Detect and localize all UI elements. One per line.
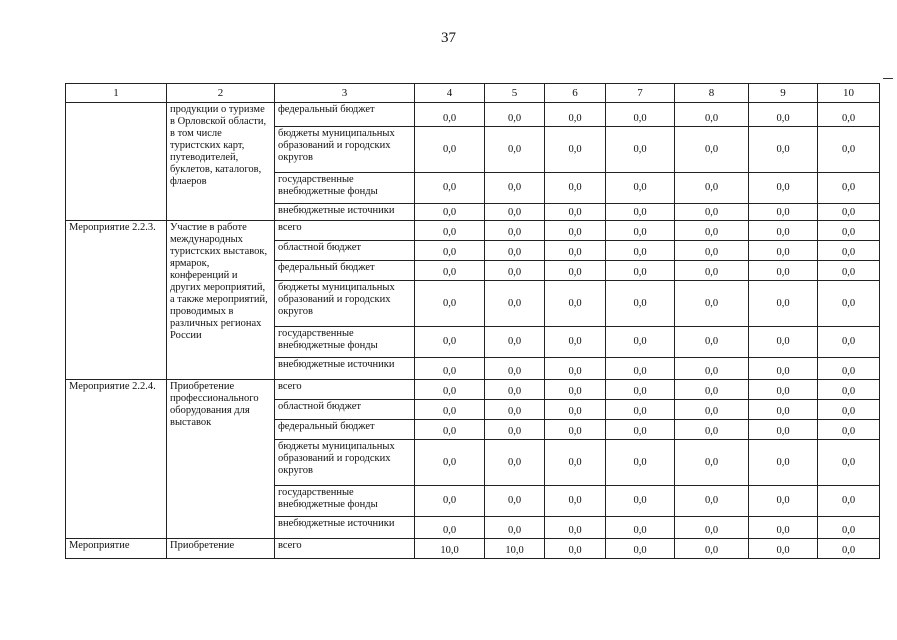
- amount-cell: 0,0: [545, 103, 606, 127]
- header-cell: 7: [606, 84, 675, 103]
- amount-cell: 0,0: [545, 420, 606, 440]
- amount-cell: 0,0: [545, 517, 606, 539]
- amount-cell: 0,0: [415, 327, 485, 358]
- funding-source: всего: [275, 539, 415, 559]
- amount-cell: 10,0: [415, 539, 485, 559]
- amount-cell: 0,0: [675, 486, 749, 517]
- amount-cell: 0,0: [675, 261, 749, 281]
- amount-cell: 0,0: [545, 380, 606, 400]
- header-cell: 4: [415, 84, 485, 103]
- funding-table: [65, 83, 880, 559]
- amount-cell: 0,0: [818, 517, 880, 539]
- amount-cell: 0,0: [675, 517, 749, 539]
- amount-cell: 0,0: [749, 241, 818, 261]
- amount-cell: 0,0: [545, 440, 606, 486]
- amount-cell: 0,0: [485, 221, 545, 241]
- amount-cell: 0,0: [545, 327, 606, 358]
- amount-cell: 10,0: [485, 539, 545, 559]
- amount-cell: 0,0: [675, 420, 749, 440]
- funding-source: внебюджетные источники: [275, 358, 415, 380]
- amount-cell: 0,0: [818, 221, 880, 241]
- amount-cell: 0,0: [675, 440, 749, 486]
- header-cell: 8: [675, 84, 749, 103]
- funding-source: внебюджетные источники: [275, 204, 415, 221]
- amount-cell: 0,0: [415, 380, 485, 400]
- amount-cell: 0,0: [818, 420, 880, 440]
- measure-description: Приобретение профессионального оборудования для выставок: [167, 380, 275, 539]
- amount-cell: 0,0: [818, 400, 880, 420]
- amount-cell: 0,0: [415, 486, 485, 517]
- measure-description: продукции о туризме в Орловской области, в том числе туристских карт, путеводителей, буклетов, каталогов, флаеров: [167, 103, 275, 221]
- amount-cell: 0,0: [606, 440, 675, 486]
- amount-cell: 0,0: [749, 103, 818, 127]
- amount-cell: 0,0: [606, 103, 675, 127]
- amount-cell: 0,0: [606, 281, 675, 327]
- amount-cell: 0,0: [749, 517, 818, 539]
- header-cell: 10: [818, 84, 880, 103]
- amount-cell: 0,0: [675, 173, 749, 204]
- amount-cell: 0,0: [485, 420, 545, 440]
- table-row: [66, 539, 880, 559]
- amount-cell: 0,0: [675, 204, 749, 221]
- measure-code: [66, 103, 167, 221]
- amount-cell: 0,0: [749, 327, 818, 358]
- funding-source: федеральный бюджет: [275, 420, 415, 440]
- amount-cell: 0,0: [485, 517, 545, 539]
- funding-source: всего: [275, 221, 415, 241]
- amount-cell: 0,0: [415, 281, 485, 327]
- amount-cell: 0,0: [818, 539, 880, 559]
- amount-cell: 0,0: [749, 204, 818, 221]
- amount-cell: 0,0: [415, 221, 485, 241]
- amount-cell: 0,0: [415, 103, 485, 127]
- amount-cell: 0,0: [749, 261, 818, 281]
- amount-cell: 0,0: [415, 127, 485, 173]
- amount-cell: 0,0: [818, 486, 880, 517]
- funding-source: федеральный бюджет: [275, 103, 415, 127]
- amount-cell: 0,0: [545, 486, 606, 517]
- amount-cell: 0,0: [485, 281, 545, 327]
- amount-cell: 0,0: [606, 358, 675, 380]
- amount-cell: 0,0: [818, 241, 880, 261]
- amount-cell: 0,0: [485, 204, 545, 221]
- amount-cell: 0,0: [415, 400, 485, 420]
- amount-cell: 0,0: [545, 241, 606, 261]
- amount-cell: 0,0: [675, 358, 749, 380]
- table-row: [66, 380, 880, 400]
- funding-source: всего: [275, 380, 415, 400]
- amount-cell: 0,0: [415, 517, 485, 539]
- amount-cell: 0,0: [545, 261, 606, 281]
- amount-cell: 0,0: [606, 486, 675, 517]
- header-cell: 6: [545, 84, 606, 103]
- measure-code: Мероприятие: [66, 539, 167, 559]
- amount-cell: 0,0: [545, 204, 606, 221]
- amount-cell: 0,0: [749, 173, 818, 204]
- measure-code: Мероприятие 2.2.3.: [66, 221, 167, 380]
- amount-cell: 0,0: [606, 204, 675, 221]
- table-row: [66, 103, 880, 127]
- amount-cell: 0,0: [545, 400, 606, 420]
- amount-cell: 0,0: [818, 327, 880, 358]
- amount-cell: 0,0: [749, 440, 818, 486]
- amount-cell: 0,0: [415, 261, 485, 281]
- amount-cell: 0,0: [675, 539, 749, 559]
- amount-cell: 0,0: [606, 517, 675, 539]
- amount-cell: 0,0: [749, 420, 818, 440]
- amount-cell: 0,0: [545, 221, 606, 241]
- header-cell: 5: [485, 84, 545, 103]
- amount-cell: 0,0: [606, 241, 675, 261]
- amount-cell: 0,0: [818, 204, 880, 221]
- amount-cell: 0,0: [749, 127, 818, 173]
- amount-cell: 0,0: [606, 400, 675, 420]
- amount-cell: 0,0: [606, 173, 675, 204]
- amount-cell: 0,0: [485, 327, 545, 358]
- amount-cell: 0,0: [818, 440, 880, 486]
- amount-cell: 0,0: [749, 486, 818, 517]
- amount-cell: 0,0: [545, 539, 606, 559]
- amount-cell: 0,0: [485, 440, 545, 486]
- amount-cell: 0,0: [606, 221, 675, 241]
- amount-cell: 0,0: [606, 539, 675, 559]
- amount-cell: 0,0: [749, 358, 818, 380]
- amount-cell: 0,0: [818, 173, 880, 204]
- amount-cell: 0,0: [749, 281, 818, 327]
- amount-cell: 0,0: [415, 173, 485, 204]
- measure-description: Приобретение: [167, 539, 275, 559]
- header-row: [66, 84, 880, 103]
- amount-cell: 0,0: [415, 440, 485, 486]
- header-cell: 1: [66, 84, 167, 103]
- page-number: 37: [441, 30, 456, 46]
- funding-source: бюджеты муниципальных образований и городских округов: [275, 281, 415, 327]
- amount-cell: 0,0: [749, 221, 818, 241]
- amount-cell: 0,0: [606, 261, 675, 281]
- amount-cell: 0,0: [675, 327, 749, 358]
- amount-cell: 0,0: [485, 173, 545, 204]
- amount-cell: 0,0: [545, 281, 606, 327]
- amount-cell: 0,0: [485, 103, 545, 127]
- funding-source: государственные внебюджетные фонды: [275, 173, 415, 204]
- amount-cell: 0,0: [675, 400, 749, 420]
- amount-cell: 0,0: [415, 358, 485, 380]
- amount-cell: 0,0: [485, 241, 545, 261]
- amount-cell: 0,0: [606, 420, 675, 440]
- amount-cell: 0,0: [749, 400, 818, 420]
- amount-cell: 0,0: [545, 358, 606, 380]
- amount-cell: 0,0: [415, 204, 485, 221]
- funding-source: областной бюджет: [275, 241, 415, 261]
- funding-source: внебюджетные источники: [275, 517, 415, 539]
- amount-cell: 0,0: [606, 327, 675, 358]
- measure-code: Мероприятие 2.2.4.: [66, 380, 167, 539]
- measure-description: Участие в работе международных туристских выставок, ярмарок, конференций и других мероприятий, а также мероприятий, проводимых в различных регионах России: [167, 221, 275, 380]
- amount-cell: 0,0: [749, 380, 818, 400]
- amount-cell: 0,0: [818, 358, 880, 380]
- amount-cell: 0,0: [818, 380, 880, 400]
- amount-cell: 0,0: [485, 261, 545, 281]
- amount-cell: 0,0: [675, 221, 749, 241]
- amount-cell: 0,0: [415, 241, 485, 261]
- amount-cell: 0,0: [675, 380, 749, 400]
- amount-cell: 0,0: [818, 127, 880, 173]
- margin-mark: [883, 78, 893, 79]
- funding-source: государственные внебюджетные фонды: [275, 486, 415, 517]
- amount-cell: 0,0: [545, 173, 606, 204]
- amount-cell: 0,0: [606, 127, 675, 173]
- amount-cell: 0,0: [485, 486, 545, 517]
- funding-source: областной бюджет: [275, 400, 415, 420]
- header-cell: 2: [167, 84, 275, 103]
- amount-cell: 0,0: [545, 127, 606, 173]
- table-row: [66, 221, 880, 241]
- amount-cell: 0,0: [485, 380, 545, 400]
- header-cell: 3: [275, 84, 415, 103]
- amount-cell: 0,0: [818, 261, 880, 281]
- amount-cell: 0,0: [818, 281, 880, 327]
- amount-cell: 0,0: [675, 127, 749, 173]
- amount-cell: 0,0: [818, 103, 880, 127]
- funding-source: бюджеты муниципальных образований и городских округов: [275, 127, 415, 173]
- funding-source: государственные внебюджетные фонды: [275, 327, 415, 358]
- amount-cell: 0,0: [675, 103, 749, 127]
- amount-cell: 0,0: [749, 539, 818, 559]
- amount-cell: 0,0: [415, 420, 485, 440]
- amount-cell: 0,0: [675, 241, 749, 261]
- header-cell: 9: [749, 84, 818, 103]
- amount-cell: 0,0: [485, 127, 545, 173]
- funding-source: федеральный бюджет: [275, 261, 415, 281]
- amount-cell: 0,0: [675, 281, 749, 327]
- amount-cell: 0,0: [485, 358, 545, 380]
- amount-cell: 0,0: [485, 400, 545, 420]
- funding-source: бюджеты муниципальных образований и городских округов: [275, 440, 415, 486]
- amount-cell: 0,0: [606, 380, 675, 400]
